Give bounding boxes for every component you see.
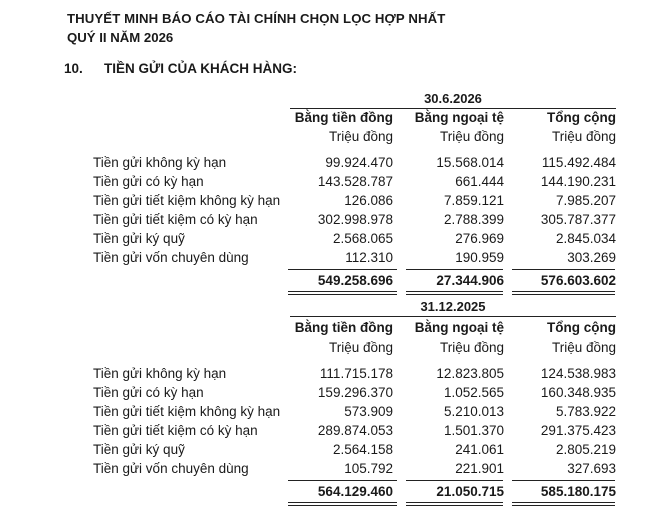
column-unit-total: Triệu đồng	[551, 340, 616, 355]
cell-total: 303.269	[567, 250, 616, 265]
column-unit-foreign: Triệu đồng	[439, 129, 504, 144]
double-underline	[288, 294, 397, 295]
cell-total: 7.985.207	[555, 193, 616, 208]
column-unit-foreign: Triệu đồng	[439, 340, 504, 355]
cell-foreign: 5.210.013	[443, 404, 504, 419]
cell-vnd: 159.296.370	[317, 385, 393, 400]
row-label: Tiền gửi không kỳ hạn	[93, 155, 227, 170]
cell-vnd: 2.568.065	[332, 231, 393, 246]
cell-foreign: 661.444	[455, 174, 504, 189]
cell-total: 5.783.922	[555, 404, 616, 419]
cell-vnd: 99.924.470	[325, 155, 393, 170]
cell-foreign: 1.501.370	[443, 423, 504, 438]
double-underline	[406, 291, 503, 292]
row-label: Tiền gửi ký quỹ	[93, 442, 185, 457]
row-label: Tiền gửi tiết kiệm có kỳ hạn	[93, 212, 258, 227]
document-title: THUYẾT MINH BÁO CÁO TÀI CHÍNH CHỌN LỌC HỢP NHẤT	[67, 11, 446, 26]
total-foreign: 21.050.715	[436, 484, 504, 499]
subtotal-rule	[406, 480, 503, 481]
column-header-vnd: Bằng tiền đồng	[294, 110, 393, 125]
cell-foreign: 276.969	[455, 231, 504, 246]
row-label: Tiền gửi có kỳ hạn	[93, 174, 204, 189]
column-header-vnd: Bằng tiền đồng	[294, 320, 393, 335]
document-subtitle: QUÝ II NĂM 2026	[67, 30, 174, 45]
cell-foreign: 241.061	[455, 442, 504, 457]
cell-foreign: 221.901	[455, 461, 504, 476]
cell-vnd: 105.792	[344, 461, 393, 476]
double-underline	[512, 502, 615, 503]
subtotal-rule	[512, 480, 615, 481]
column-header-foreign: Bằng ngoại tệ	[414, 110, 504, 125]
total-total: 576.603.602	[540, 273, 616, 288]
section-title: TIỀN GỬI CỦA KHÁCH HÀNG:	[104, 61, 297, 76]
subtotal-rule	[512, 269, 615, 270]
cell-total: 144.190.231	[540, 174, 616, 189]
column-unit-total: Triệu đồng	[551, 129, 616, 144]
double-underline	[512, 294, 615, 295]
total-vnd: 564.129.460	[317, 484, 393, 499]
cell-foreign: 12.823.805	[436, 366, 504, 381]
cell-vnd: 111.715.178	[319, 366, 393, 381]
column-header-total: Tổng cộng	[547, 110, 616, 125]
row-label: Tiền gửi vốn chuyên dùng	[93, 461, 249, 476]
cell-foreign: 190.959	[455, 250, 504, 265]
total-vnd: 549.258.696	[317, 273, 393, 288]
double-underline	[512, 505, 615, 506]
column-header-foreign: Bằng ngoại tệ	[414, 320, 504, 335]
cell-vnd: 2.564.158	[332, 442, 393, 457]
row-label: Tiền gửi có kỳ hạn	[93, 385, 204, 400]
cell-foreign: 1.052.565	[443, 385, 504, 400]
cell-foreign: 7.859.121	[443, 193, 504, 208]
cell-vnd: 143.528.787	[317, 174, 393, 189]
double-underline	[288, 502, 397, 503]
cell-total: 160.348.935	[540, 385, 616, 400]
double-underline	[288, 291, 397, 292]
cell-foreign: 15.568.014	[436, 155, 504, 170]
subtotal-rule	[288, 480, 397, 481]
cell-vnd: 112.310	[345, 250, 393, 265]
cell-total: 305.787.377	[540, 212, 616, 227]
row-label: Tiền gửi ký quỹ	[93, 231, 185, 246]
double-underline	[406, 502, 503, 503]
cell-vnd: 289.874.053	[317, 423, 393, 438]
total-foreign: 27.344.906	[436, 273, 504, 288]
section-number: 10.	[64, 61, 83, 76]
row-label: Tiền gửi tiết kiệm không kỳ hạn	[93, 404, 281, 419]
row-label: Tiền gửi tiết kiệm có kỳ hạn	[93, 423, 258, 438]
subtotal-rule	[406, 269, 503, 270]
cell-foreign: 2.788.399	[443, 212, 504, 227]
row-label: Tiền gửi không kỳ hạn	[93, 366, 227, 381]
cell-total: 2.805.219	[555, 442, 616, 457]
subtotal-rule	[288, 269, 397, 270]
row-label: Tiền gửi vốn chuyên dùng	[93, 250, 249, 265]
period-label: 31.12.2025	[420, 299, 486, 314]
column-unit-vnd: Triệu đồng	[328, 129, 393, 144]
total-total: 585.180.175	[540, 484, 616, 499]
double-underline	[288, 505, 397, 506]
cell-total: 291.375.423	[540, 423, 616, 438]
period-label: 30.6.2026	[424, 91, 482, 106]
column-unit-vnd: Triệu đồng	[328, 340, 393, 355]
row-label: Tiền gửi tiết kiệm không kỳ hạn	[93, 193, 281, 208]
period-underline	[290, 108, 616, 109]
double-underline	[512, 291, 615, 292]
double-underline	[406, 505, 503, 506]
cell-total: 124.538.983	[540, 366, 616, 381]
cell-vnd: 126.086	[344, 193, 393, 208]
cell-total: 327.693	[567, 461, 616, 476]
period-underline	[290, 316, 616, 317]
cell-total: 115.492.484	[541, 155, 616, 170]
double-underline	[406, 294, 503, 295]
cell-vnd: 302.998.978	[317, 212, 393, 227]
column-header-total: Tổng cộng	[547, 320, 616, 335]
cell-total: 2.845.034	[555, 231, 616, 246]
cell-vnd: 573.909	[344, 404, 393, 419]
